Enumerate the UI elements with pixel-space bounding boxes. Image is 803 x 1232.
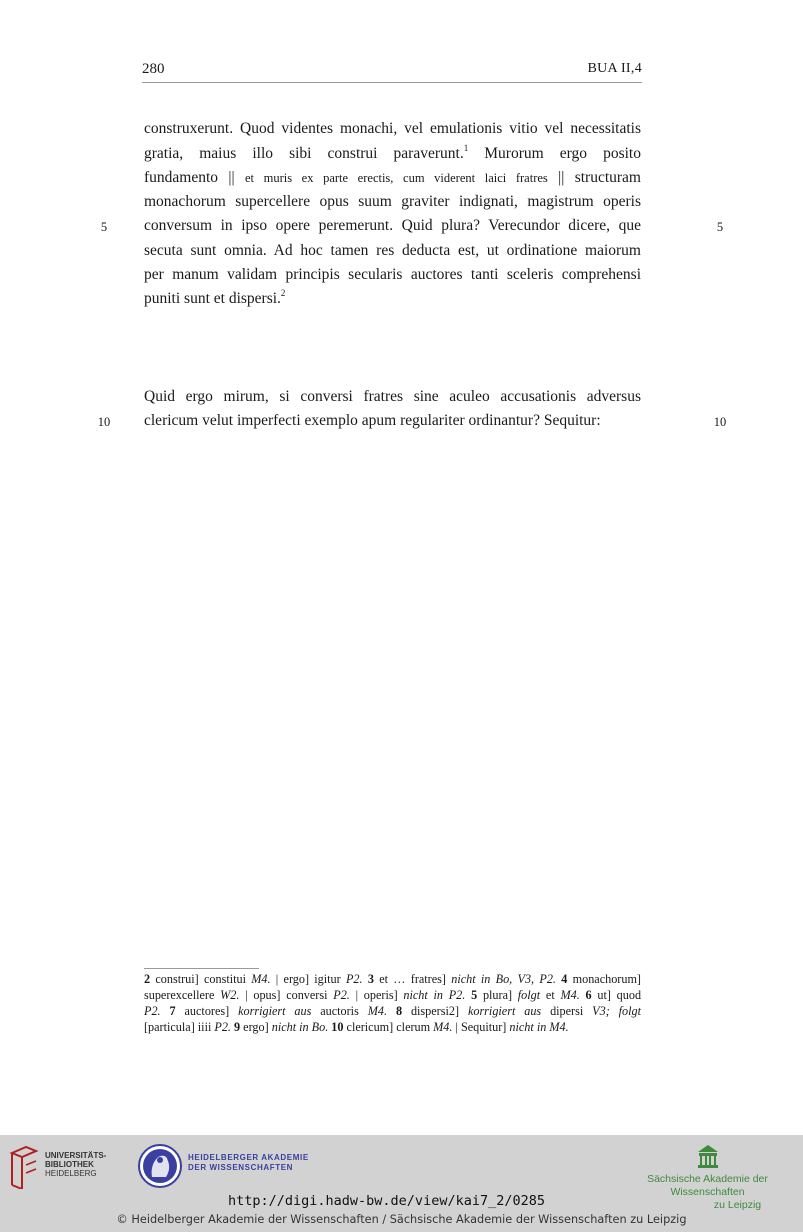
hadw-logo[interactable] (138, 1143, 328, 1191)
text-line-9: Quid ergo mirum, si conversi fratres sine aculeo accusationis adversus (144, 388, 641, 405)
footnote-line-2: superexcellere W2. | opus] conversi P2. | operis] nicht in P2. 5 plura] folgt et M4. 6 ut] quod (144, 988, 642, 1002)
saw-logo-line-2: zu Leipzig (713, 1199, 762, 1211)
line-number-10-right: 10 (713, 415, 727, 429)
line-number-5-right: 5 (716, 220, 724, 234)
line-number-5-left: 5 (100, 220, 108, 234)
running-head: BUA II,4 (587, 61, 642, 76)
ub-logo-line-2: BIBLIOTHEK (45, 1160, 94, 1169)
ub-heidelberg-logo[interactable] (8, 1145, 118, 1195)
footnote-line-4: [particula] iiii P2. 9 ergo] nicht in Bo. 10 clericum] clerum M4. | Sequitur] nicht in M4. (144, 1020, 569, 1034)
ub-logo-mark-icon (8, 1145, 40, 1189)
hadw-logo-text (188, 1153, 309, 1173)
hadw-logo-line-1: HEIDELBERGER AKADEMIE (188, 1153, 309, 1162)
hadw-seal-icon (138, 1143, 182, 1189)
text-line-8: puniti sunt et dispersi.$^2$ (144, 288, 286, 307)
footnote-marker-2: 2 (280, 288, 286, 298)
text-line-7: per manum validam principis secularis auctores tanti sceleris comprehensi (144, 266, 641, 283)
page-header (142, 60, 642, 83)
source-url-link[interactable]: http://digi.hadw-bw.de/view/kai7_2/0285 (228, 1193, 545, 1209)
text-line-10: clericum velut imperfecti exemplo apum regulariter ordinantur? Sequitur: (144, 412, 601, 429)
footer-bar (0, 1135, 803, 1232)
ub-logo-line-1: UNIVERSITÄTS- (45, 1151, 107, 1160)
footnote-marker-1: 1 (463, 143, 469, 153)
saw-logo-line-1: Sächsische Akademie der Wissenschaften (647, 1173, 768, 1198)
text-line-6: secuta sunt omnia. Ad hoc tamen res deducta est, ut ordinatione maiorum (144, 242, 641, 259)
footnote-line-3: P2. 7 auctores] korrigiert aus auctoris M4. 8 dispersi2] korrigiert aus dipersi V3; folgt (144, 1004, 642, 1018)
saw-building-icon (696, 1143, 720, 1169)
ub-logo-text (45, 1151, 106, 1178)
hadw-logo-line-2: DER WISSENSCHAFTEN (188, 1163, 294, 1172)
ub-logo-line-3: HEIDELBERG (45, 1169, 97, 1178)
text-line-2: gratia, maius illo sibi construi paraverunt.$^1$ Murorum ergo posito (144, 143, 641, 162)
footnote-divider (144, 968, 259, 969)
page-number: 280 (142, 61, 165, 77)
footnote-line-1: 2 construi] constitui M4. | ergo] igitur P2. 3 et … fratres] nicht in Bo, V3, P2. 4 monachorum] (144, 972, 641, 986)
text-line-3: fundamento || et muris ex parte erectis, cum viderent laici fratres || structuram (144, 169, 641, 186)
copyright-notice: © Heidelberger Akademie der Wissenschaften / Sächsische Akademie der Wissenschaften zu Leipzig (116, 1213, 687, 1226)
line-number-10-left: 10 (97, 415, 111, 429)
text-line-5: conversum in ipso opere peremerunt. Quid plura? Verecundor dicere, que (144, 217, 641, 234)
text-line-4: monachorum supercellere opus suum graviter indignati, magistrum operis (144, 193, 641, 210)
text-line-1: construxerunt. Quod videntes monachi, vel emulationis vitio vel necessitatis (144, 120, 641, 137)
